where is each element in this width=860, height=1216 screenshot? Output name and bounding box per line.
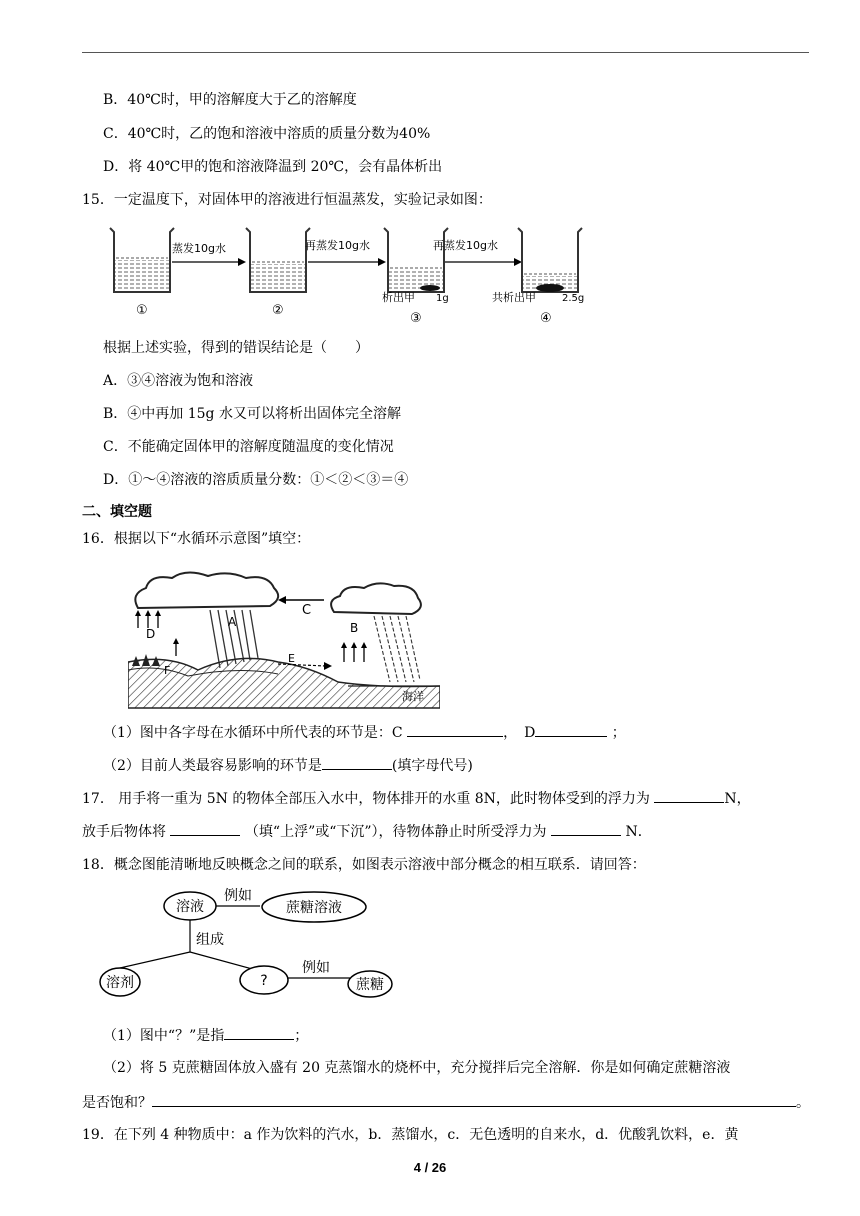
q18-2-text: 是否饱和？ [82, 1095, 152, 1111]
edge-example-2: 例如 [302, 960, 330, 976]
question-18-part2: （2）将 5 克蔗糖固体放入盛有 20 克蒸馏水的烧杯中，充分搅拌后完全溶解．你是如何确定蔗糖溶液 [103, 1060, 731, 1076]
step2-label: 再蒸发10g水 [305, 239, 370, 252]
label-3: ③ [410, 311, 422, 326]
letter-f: F [164, 664, 171, 677]
note-3: 析出甲 [382, 291, 415, 304]
cloud-right [331, 583, 421, 614]
answer-blank-16-2[interactable] [322, 755, 392, 770]
answer-blank-final-buoyancy[interactable] [551, 821, 621, 836]
q16-1-mid: ， D [503, 725, 536, 741]
answer-blank-18-2[interactable] [152, 1092, 796, 1107]
evaporation-arrows-right [344, 646, 364, 662]
option-a-15: A．③④溶液为饱和溶液 [103, 373, 254, 389]
letter-c: C [302, 603, 312, 618]
node-solution-text: 溶液 [176, 899, 204, 915]
note-4-value: 2.5g [562, 293, 585, 304]
q16-1-end: ； [611, 725, 626, 741]
question-17-line2 [82, 821, 652, 842]
edge-compose: 组成 [196, 932, 224, 948]
beaker-2 [246, 228, 310, 292]
node-solvent-text: 溶剂 [106, 975, 134, 991]
q16-2-text: （2）目前人类最容易影响的环节是 [103, 758, 322, 774]
q18-2-end: 。 [796, 1095, 810, 1111]
edge-example-1: 例如 [224, 888, 252, 904]
node-sugar-solution-text: 蔗糖溶液 [286, 900, 342, 916]
question-17-line1 [82, 788, 751, 809]
option-b-15: B．④中再加 15g 水又可以将析出固体完全溶解 [103, 406, 401, 422]
note-3-value: 1g [436, 293, 449, 304]
answer-blank-d[interactable] [535, 722, 607, 737]
land [128, 658, 440, 708]
question-19: 19．在下列 4 种物质中：a 作为饮料的汽水，b．蒸馏水，c．无色透明的自来水，d．优酸乳饮料，e．黄 [82, 1127, 739, 1143]
step1-label: 蒸发10g水 [172, 242, 226, 255]
option-c-14: C．40℃时，乙的饱和溶液中溶质的质量分数为40% [103, 126, 431, 142]
letter-b: B [350, 621, 359, 635]
node-unknown-text: ? [260, 973, 268, 989]
question-16-part1 [103, 722, 626, 743]
question-15-stem: 根据上述实验，得到的错误结论是（ ） [103, 340, 369, 356]
water-cycle-figure [128, 570, 440, 710]
concept-map [96, 886, 396, 1000]
q17-text-3: （填“上浮”或“下沉”），待物体静止时所受浮力为 [244, 824, 547, 840]
q16-1-text: （1）图中各字母在水循环中所代表的环节是：C [103, 725, 403, 741]
letter-a: A [228, 615, 237, 629]
question-16-part2 [103, 755, 473, 776]
page-number: 4 / 26 [413, 1160, 447, 1175]
option-d-15: D．①～④溶液的溶质质量分数：①＜②＜③＝④ [103, 472, 409, 488]
evaporation-arrows-left [138, 614, 176, 656]
q17-text-2: 放手后物体将 [82, 824, 166, 840]
question-18: 18．概念图能清晰地反映概念之间的联系，如图表示溶液中部分概念的相互联系．请回答： [82, 857, 646, 873]
q17-text-1: 17． 用手将一重为 5N 的物体全部压入水中，物体排开的水重 8N，此时物体受到的浮力为 [82, 791, 650, 807]
q18-1-text: （1）图中“？”是指 [103, 1028, 225, 1044]
rain-right [374, 616, 420, 682]
question-15: 15．一定温度下，对固体甲的溶液进行恒温蒸发，实验记录如图： [82, 192, 492, 208]
q17-unit-2: N． [625, 824, 652, 840]
label-2: ② [272, 303, 284, 318]
cloud-left [135, 572, 278, 608]
label-4: ④ [540, 311, 552, 326]
answer-blank-c[interactable] [407, 722, 503, 737]
evaporation-figure [100, 222, 590, 332]
option-b-14: B．40℃时，甲的溶解度大于乙的溶解度 [103, 92, 357, 108]
note-4: 共析出甲 [492, 291, 536, 304]
letter-d: D [146, 627, 156, 641]
option-d-14: D．将 40℃甲的饱和溶液降温到 20℃，会有晶体析出 [103, 159, 443, 175]
answer-blank-float-sink[interactable] [170, 821, 240, 836]
beaker-3 [384, 228, 448, 292]
step3-label: 再蒸发10g水 [433, 239, 498, 252]
question-16: 16．根据以下“水循环示意图”填空： [82, 531, 311, 547]
header-rule [82, 52, 809, 53]
label-1: ① [136, 303, 148, 318]
option-c-15: C．不能确定固体甲的溶解度随温度的变化情况 [103, 439, 394, 455]
q18-1-end: ； [294, 1028, 309, 1044]
beaker-4 [518, 228, 582, 292]
question-18-part2-cont [82, 1092, 810, 1113]
beaker-1 [110, 228, 174, 292]
trees [132, 654, 160, 666]
q16-2-hint: (填字母代号) [391, 758, 473, 774]
letter-e: E [288, 652, 295, 665]
answer-blank-18-1[interactable] [224, 1025, 294, 1040]
answer-blank-buoyancy[interactable] [654, 788, 724, 803]
node-sugar-text: 蔗糖 [356, 977, 384, 993]
q17-unit-1: N， [724, 791, 751, 807]
section-title: 二、填空题 [82, 504, 152, 520]
question-18-part1 [103, 1025, 308, 1046]
sea-label: 海洋 [402, 690, 424, 703]
